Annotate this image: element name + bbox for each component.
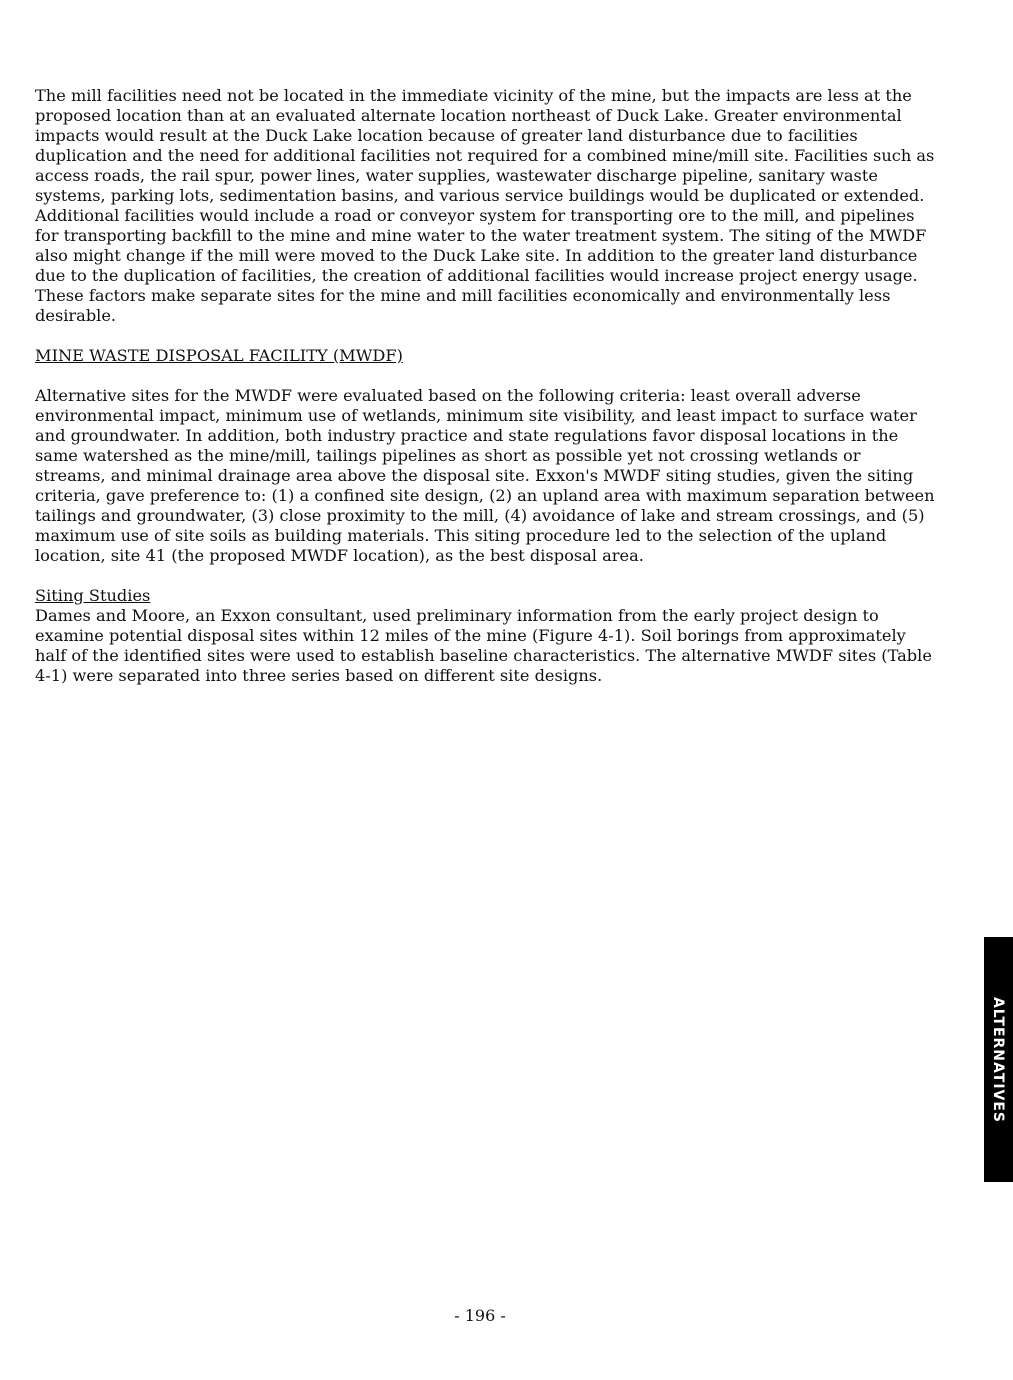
section-side-tab — [984, 937, 1013, 1182]
side-tab-label: ALTERNATIVES — [990, 996, 1007, 1123]
section-heading-mwdf: MINE WASTE DISPOSAL FACILITY (MWDF) — [35, 346, 403, 365]
page-number: - 196 - — [454, 1306, 506, 1325]
paragraph-mill-facilities: The mill facilities need not be located in the immediate vicinity of the mine, but the impacts are less at the proposed location than at an evaluated alternate location northeast of Duck Lake. Greater environmental impacts would result at the Duck Lake location because of greater land disturbance due to facilities duplication and the need for additional facilities not required for a combined mine/mill site. Facilities such as access roads, the rail spur, power lines, water supplies, wastewater discharge pipeline, sanitary waste systems, parking lots, sedimentation basins, and various service buildings would be duplicated or extended. Additional facilities would include a road or conveyor system for transporting ore to the mill, and pipelines for transporting backfill to the mine and mine water to the water treatment system. The siting of the MWDF also might change if the mill were moved to the Duck Lake site. In addition to the greater land disturbance due to the duplication of facilities, the creation of additional facilities would increase project energy usage. These factors make separate sites for the mine and mill facilities economically and environmentally less desirable. — [35, 86, 935, 325]
paragraph-mwdf-criteria: Alternative sites for the MWDF were evaluated based on the following criteria: least overall adverse environmental impact, minimum use of wetlands, minimum site visibility, and least impact to surface water and groundwater. In addition, both industry practice and state regulations favor disposal locations in the same watershed as the mine/mill, tailings pipelines as short as possible yet not crossing wetlands or streams, and minimal drainage area above the disposal site. Exxon's MWDF siting studies, given the siting criteria, gave preference to: (1) a confined site design, (2) an upland area with maximum separation between tailings and groundwater, (3) close proximity to the mill, (4) avoidance of lake and stream crossings, and (5) maximum use of site soils as building materials. This siting procedure led to the selection of the upland location, site 41 (the proposed MWDF location), as the best disposal area. — [35, 386, 935, 565]
paragraph-siting-studies: Dames and Moore, an Exxon consultant, used preliminary information from the early project design to examine potential disposal sites within 12 miles of the mine (Figure 4-1). Soil borings from approximately half of the identified sites were used to establish baseline characteristics. The alternative MWDF sites (Table 4-1) were separated into three series based on different site designs. — [35, 606, 932, 685]
subsection-heading-siting-studies: Siting Studies — [35, 586, 151, 605]
document-body — [35, 86, 935, 686]
